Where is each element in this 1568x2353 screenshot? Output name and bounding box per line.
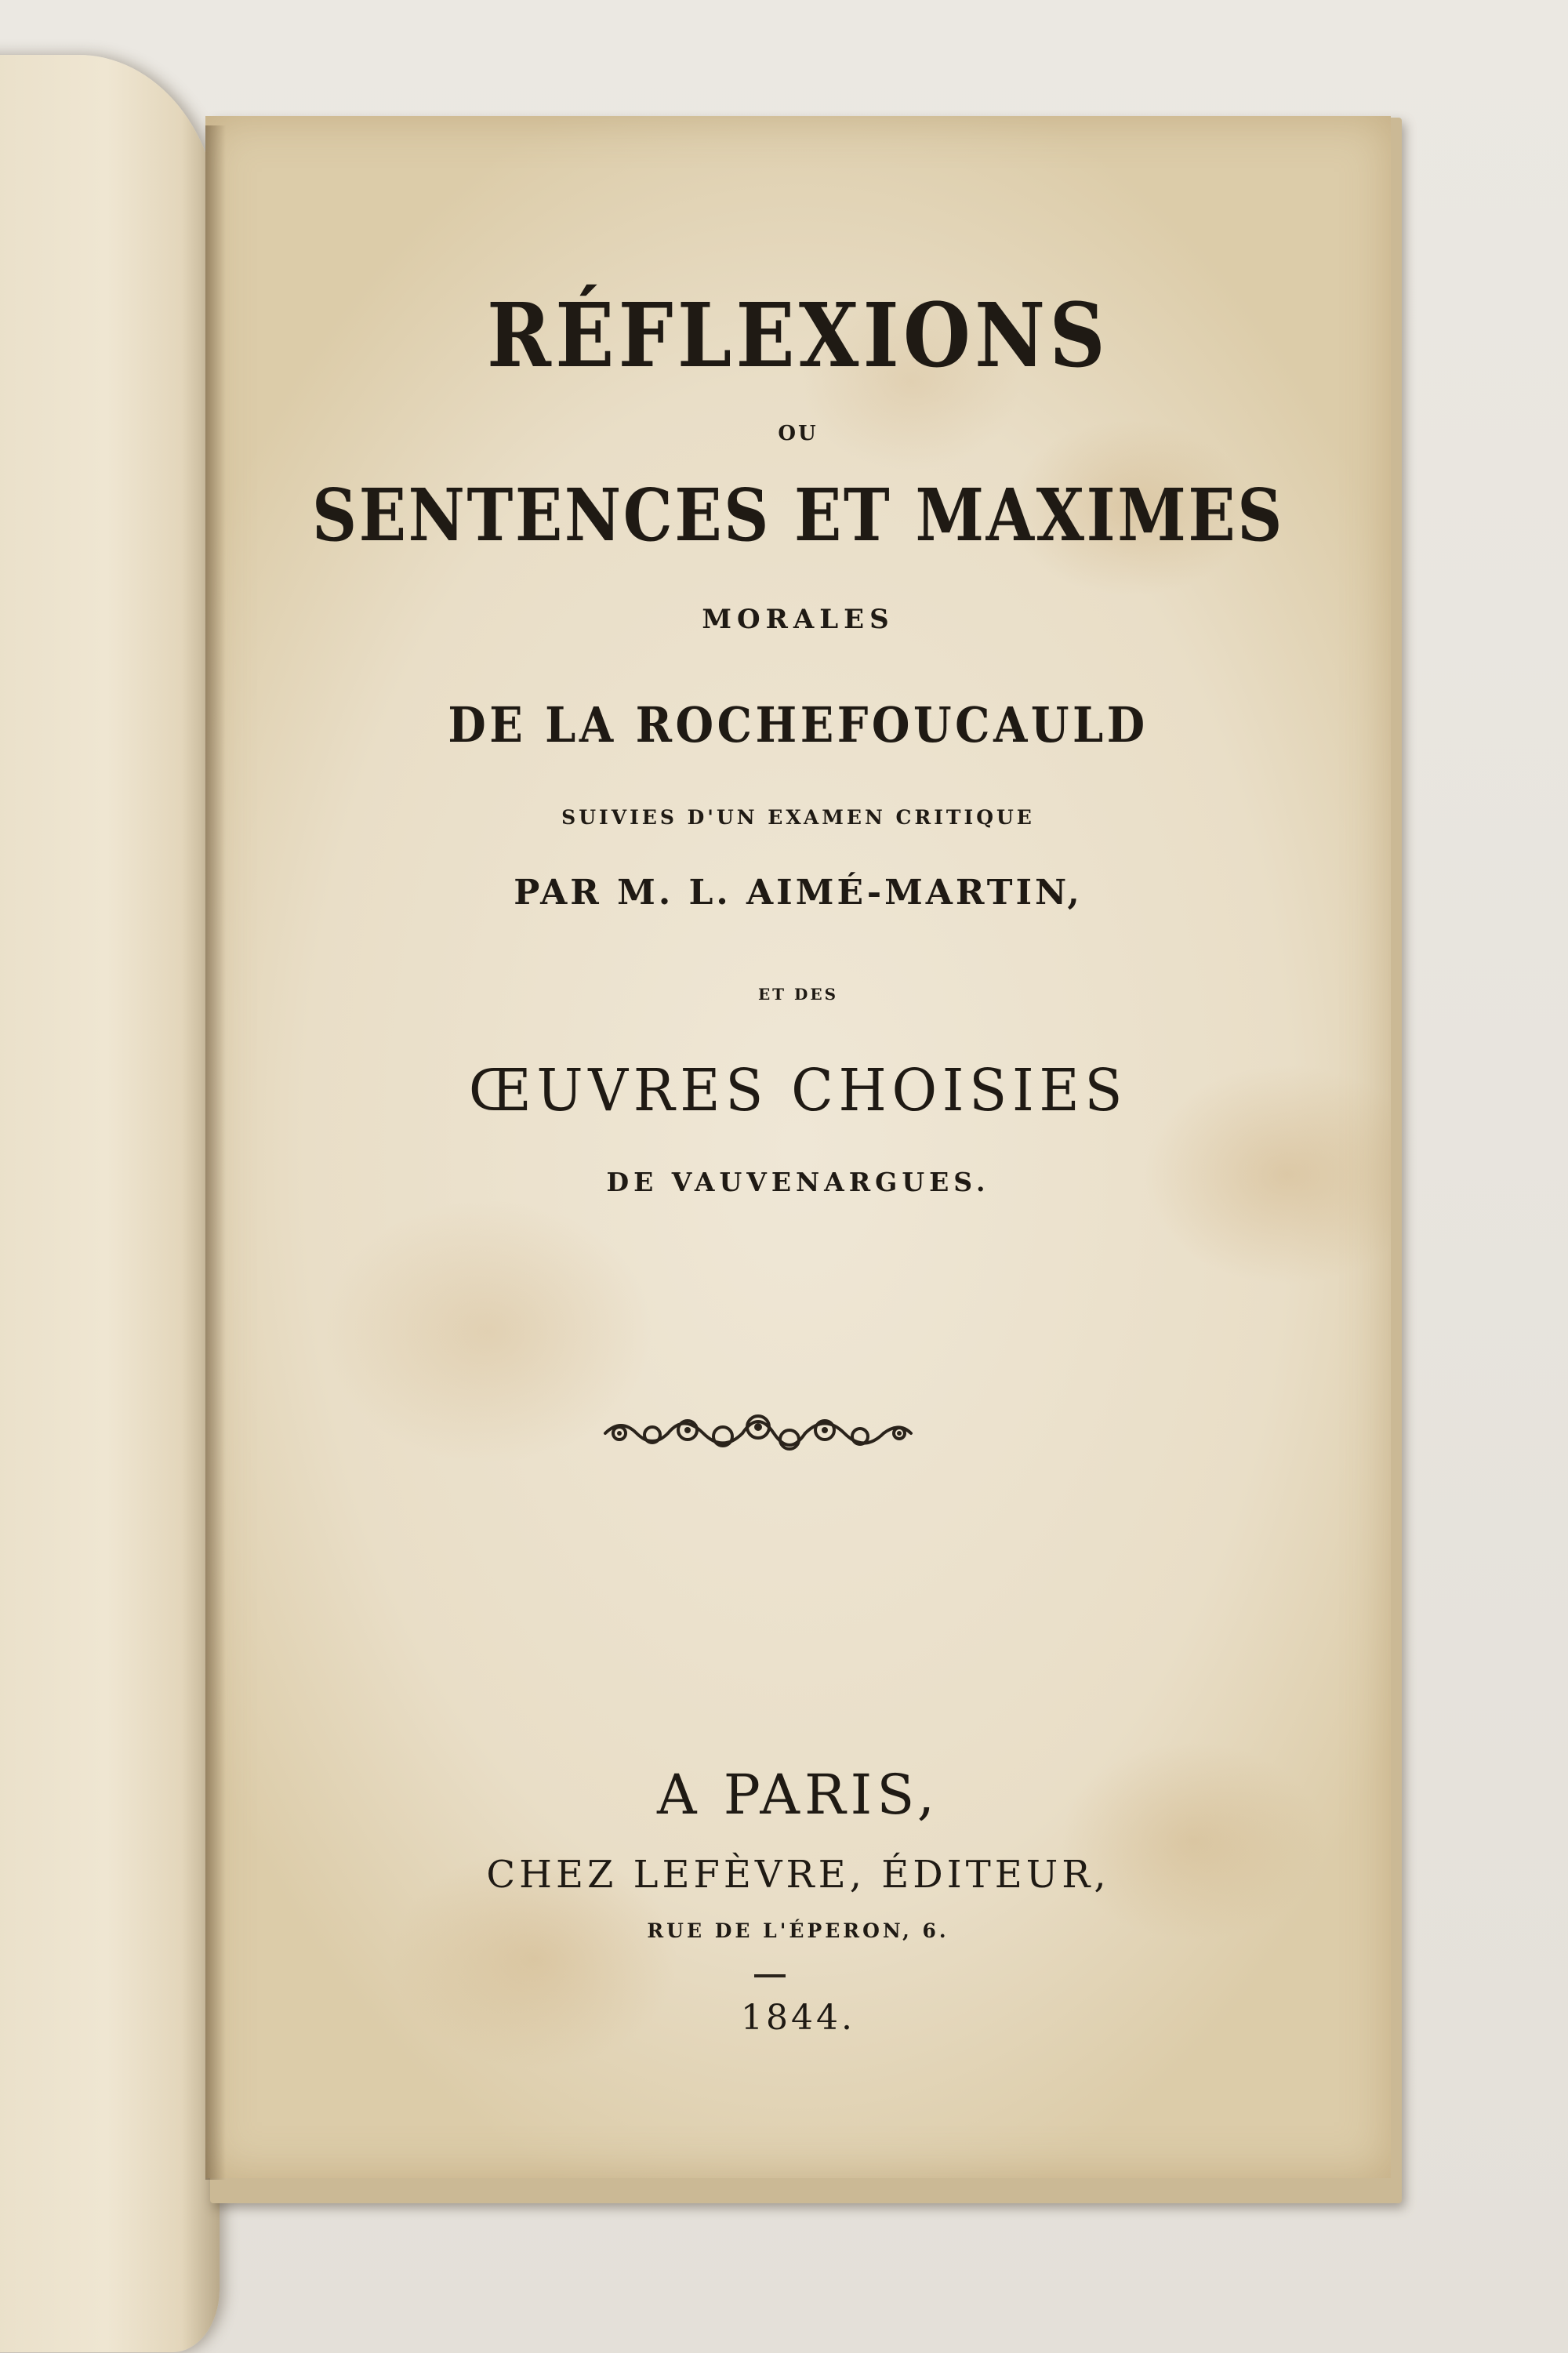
page-gutter-shadow xyxy=(205,125,226,2180)
left-facing-page xyxy=(0,55,220,2352)
publication-year: 1844. xyxy=(741,1998,855,2038)
divider-rule xyxy=(754,1974,786,1977)
publication-city: A PARIS, xyxy=(656,1763,940,1827)
book-subtitle: SENTENCES ET MAXIMES xyxy=(312,473,1284,557)
and-connector: ET DES xyxy=(757,985,839,1004)
subtitle-morales: MORALES xyxy=(702,604,895,635)
critic-name: PAR M. L. AIMÉ-MARTIN, xyxy=(514,873,1083,913)
title-connector: OU xyxy=(778,422,818,445)
publisher-address: RUE DE L'ÉPERON, 6. xyxy=(647,1919,949,1942)
second-author: DE VAUVENARGUES. xyxy=(606,1167,990,1197)
title-page xyxy=(205,116,1391,2178)
author-name: DE LA ROCHEFOUCAULD xyxy=(448,696,1149,753)
selected-works-title: ŒUVRES CHOISIES xyxy=(468,1057,1128,1124)
floral-ornament-icon xyxy=(597,1402,919,1465)
publisher-name: CHEZ LEFÈVRE, ÉDITEUR, xyxy=(486,1853,1110,1897)
followed-by-line: SUIVIES D'UN EXAMEN CRITIQUE xyxy=(561,806,1035,829)
title-page-text xyxy=(205,116,1391,2178)
book-title: RÉFLEXIONS xyxy=(487,285,1109,387)
